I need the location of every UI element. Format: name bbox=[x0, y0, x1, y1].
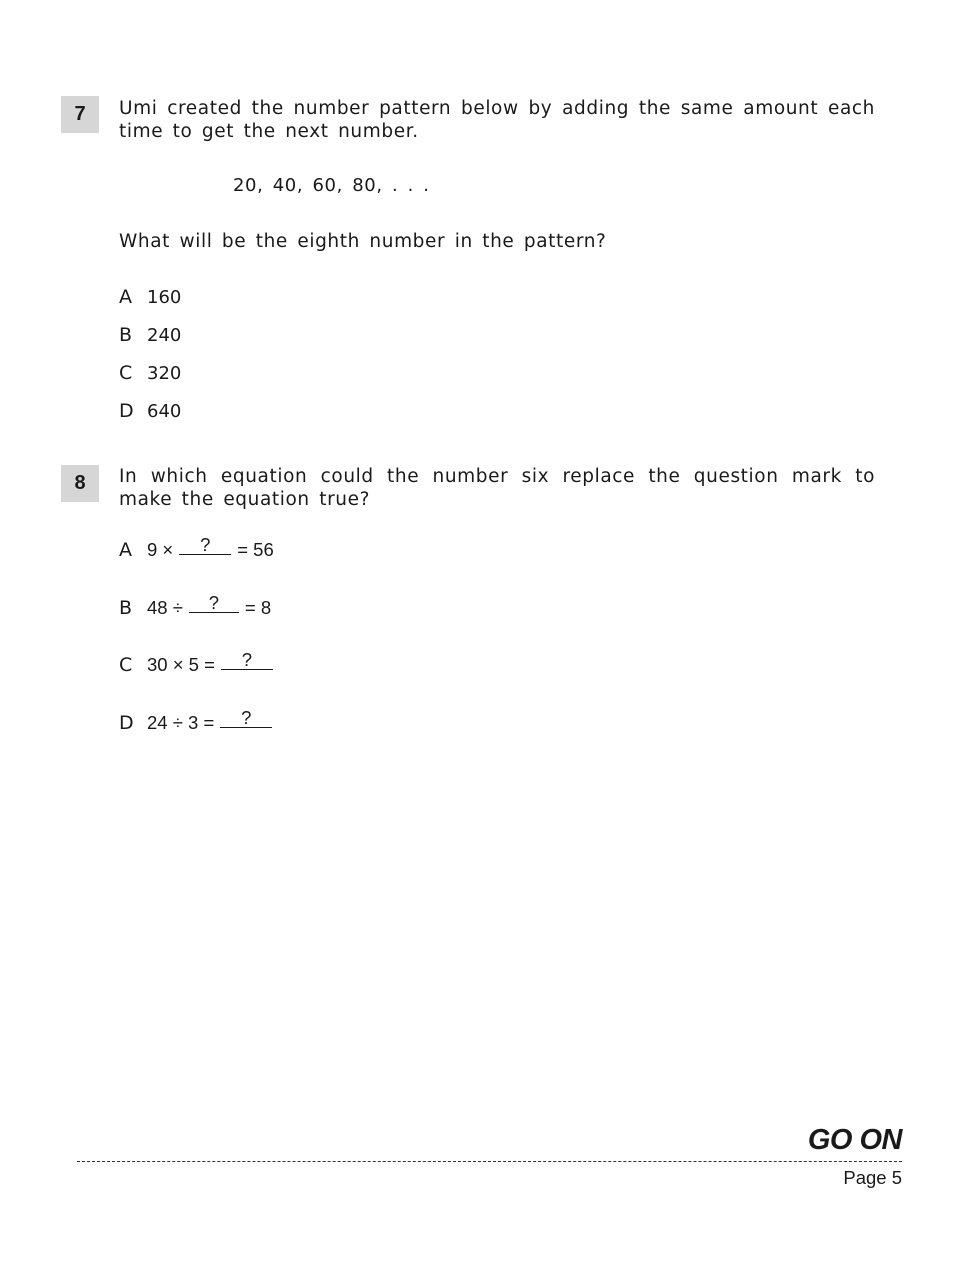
answer-blank: ? bbox=[189, 594, 239, 613]
question-7-choice-b[interactable] bbox=[119, 324, 181, 346]
equation-left: 9 × bbox=[147, 539, 174, 560]
question-7-pattern: 20, 40, 60, 80, . . . bbox=[233, 175, 430, 196]
equation-left: 48 ÷ bbox=[147, 597, 183, 618]
question-8-choice-c[interactable] bbox=[119, 649, 279, 676]
question-7-choice-a[interactable] bbox=[119, 286, 181, 308]
equation-left: 24 ÷ 3 = bbox=[147, 712, 215, 733]
question-8-choice-a[interactable] bbox=[119, 534, 274, 561]
choice-text: 320 bbox=[147, 363, 182, 384]
question-7-choice-c[interactable] bbox=[119, 362, 181, 384]
footer-dashed-divider bbox=[77, 1161, 902, 1162]
choice-letter: B bbox=[119, 324, 133, 346]
choice-letter: D bbox=[119, 400, 134, 422]
choice-text: 240 bbox=[147, 325, 182, 346]
choice-letter: A bbox=[119, 286, 132, 308]
choice-letter: B bbox=[119, 597, 133, 619]
answer-blank: ? bbox=[179, 536, 231, 555]
choice-letter: C bbox=[119, 654, 133, 676]
question-8-choice-b[interactable] bbox=[119, 592, 272, 619]
equation bbox=[147, 534, 274, 561]
go-on-label: GO ON bbox=[807, 1124, 902, 1156]
question-7-number: 7 bbox=[61, 96, 99, 133]
answer-blank: ? bbox=[220, 709, 272, 728]
page-number: Page 5 bbox=[843, 1167, 902, 1188]
answer-blank: ? bbox=[221, 651, 273, 670]
choice-text: 160 bbox=[147, 287, 182, 308]
equation bbox=[147, 707, 278, 734]
choice-letter: C bbox=[119, 362, 133, 384]
question-8-choice-d[interactable] bbox=[119, 707, 278, 734]
equation bbox=[147, 649, 279, 676]
choice-letter: D bbox=[119, 712, 134, 734]
equation-left: 30 × 5 = bbox=[147, 654, 215, 675]
equation-right: = 8 bbox=[244, 597, 272, 618]
equation-right: = 56 bbox=[237, 539, 274, 560]
choice-letter: A bbox=[119, 539, 132, 561]
question-7-stem: Umi created the number pattern below by adding the same amount each time to get the next number. bbox=[119, 98, 875, 142]
question-8-number: 8 bbox=[61, 465, 99, 502]
question-7-choice-d[interactable] bbox=[119, 400, 181, 422]
equation bbox=[147, 592, 272, 619]
question-7-prompt: What will be the eighth number in the pattern? bbox=[119, 231, 607, 252]
choice-text: 640 bbox=[147, 401, 182, 422]
question-8-stem: In which equation could the number six replace the question mark to make the equation true? bbox=[119, 466, 875, 510]
